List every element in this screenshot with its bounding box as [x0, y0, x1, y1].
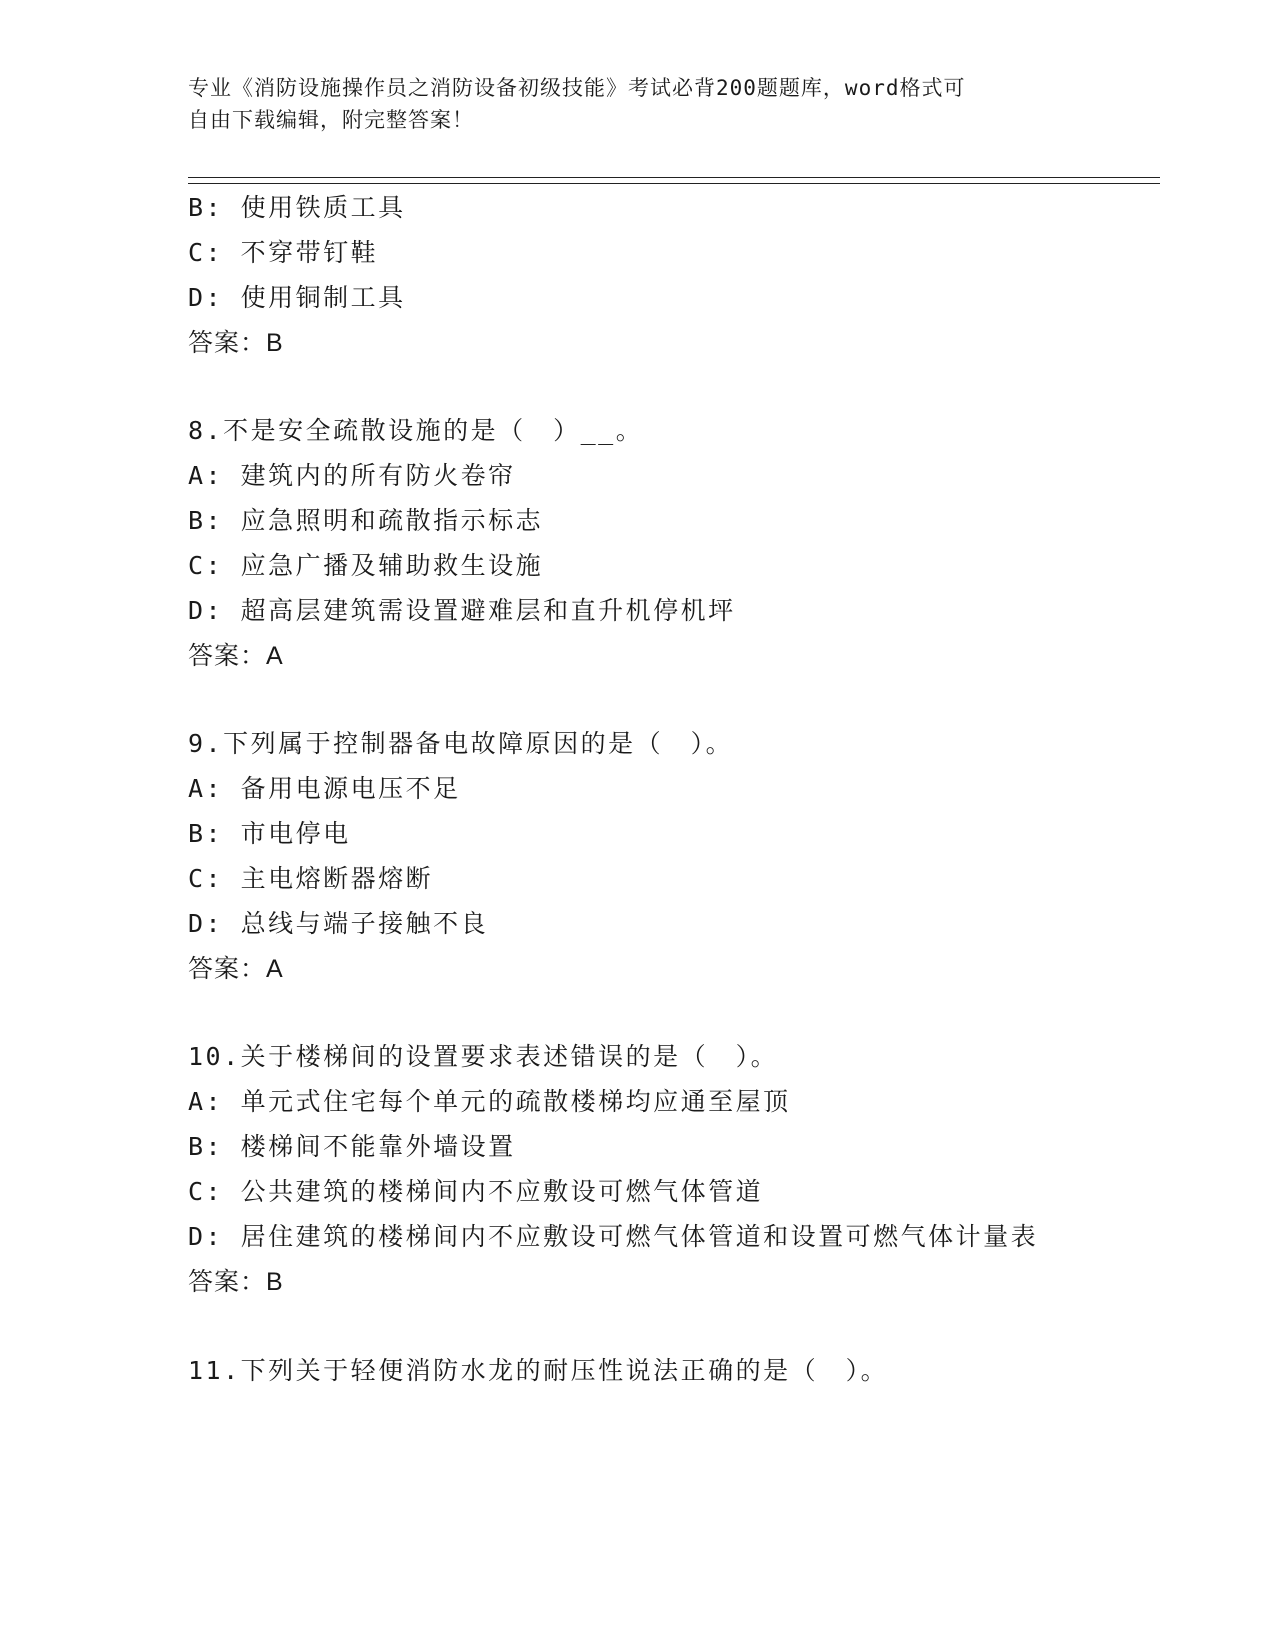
- q10-answer: 答案：B: [188, 1268, 284, 1296]
- q7-answer: 答案：B: [188, 329, 284, 357]
- q10-option-b: B: 楼梯间不能靠外墙设置: [188, 1132, 516, 1161]
- q7-option-d: D: 使用铜制工具: [188, 283, 406, 312]
- q8-option-a: A: 建筑内的所有防火卷帘: [188, 461, 516, 490]
- q10-question: 10.关于楼梯间的设置要求表述错误的是（ ）。: [188, 1042, 779, 1071]
- q8-question: 8.不是安全疏散设施的是（ ）__。: [188, 416, 644, 445]
- q9-option-d: D: 总线与端子接触不良: [188, 909, 489, 938]
- q8-option-b: B: 应急照明和疏散指示标志: [188, 506, 544, 535]
- q9-option-a: A: 备用电源电压不足: [188, 774, 461, 803]
- q9-answer: 答案：A: [188, 955, 284, 983]
- header-line-1: 专业《消防设施操作员之消防设备初级技能》考试必背200题题库，word格式可: [188, 76, 966, 100]
- header-line-2: 自由下载编辑，附完整答案！: [188, 108, 474, 132]
- q10-option-a: A: 单元式住宅每个单元的疏散楼梯均应通至屋顶: [188, 1087, 791, 1116]
- header-rule-bottom: [188, 183, 1160, 184]
- header-rule-top: [188, 177, 1160, 178]
- q10-option-d: D: 居住建筑的楼梯间内不应敷设可燃气体管道和设置可燃气体计量表: [188, 1222, 1039, 1251]
- q8-option-d: D: 超高层建筑需设置避难层和直升机停机坪: [188, 596, 736, 625]
- q9-question: 9.下列属于控制器备电故障原因的是（ ）。: [188, 729, 734, 758]
- q11-question: 11.下列关于轻便消防水龙的耐压性说法正确的是（ ）。: [188, 1356, 889, 1385]
- q7-option-c: C: 不穿带钉鞋: [188, 238, 379, 267]
- q9-option-b: B: 市电停电: [188, 819, 351, 848]
- q8-answer: 答案：A: [188, 642, 284, 670]
- q9-option-c: C: 主电熔断器熔断: [188, 864, 434, 893]
- document-header: [188, 72, 1068, 136]
- q10-option-c: C: 公共建筑的楼梯间内不应敷设可燃气体管道: [188, 1177, 764, 1206]
- q7-option-b: B: 使用铁质工具: [188, 193, 406, 222]
- q8-option-c: C: 应急广播及辅助救生设施: [188, 551, 544, 580]
